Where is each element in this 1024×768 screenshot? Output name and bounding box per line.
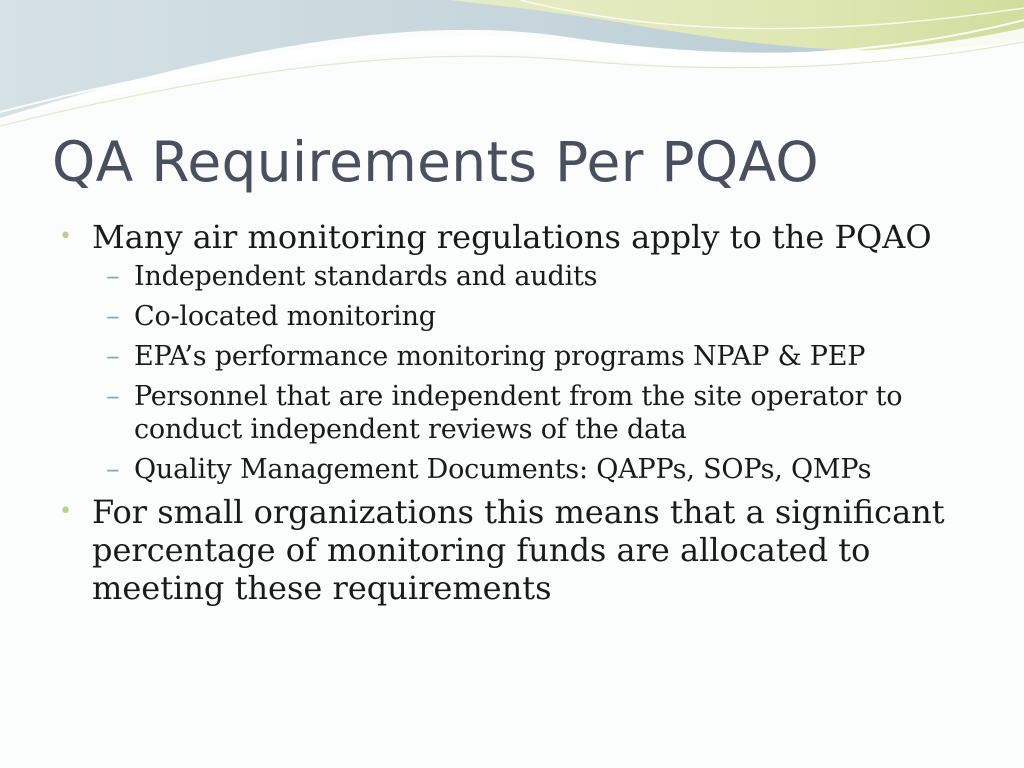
sub-bullet-item — [92, 260, 976, 293]
sub-bullet-item — [92, 340, 976, 373]
sub-bullet-text: Independent standards and audits — [134, 261, 598, 292]
bullet-dot-icon: • — [59, 499, 72, 524]
sub-bullet-item — [92, 453, 976, 486]
bullet-item — [56, 218, 976, 486]
bullet-item — [56, 493, 976, 607]
sub-bullet-list — [92, 260, 976, 486]
sub-bullet-text: Co-located monitoring — [134, 301, 436, 332]
sub-bullet-text: Quality Management Documents: QAPPs, SOPs, QMPs — [134, 454, 872, 485]
dash-icon: – — [106, 341, 120, 372]
dash-icon: – — [106, 301, 120, 332]
sub-bullet-item — [92, 300, 976, 333]
bullet-text: For small organizations this means that a significant percentage of monitoring funds are allocated to meeting these requirements — [92, 493, 945, 607]
dash-icon: – — [106, 381, 120, 412]
bullet-text: Many air monitoring regulations apply to the PQAO — [92, 218, 932, 256]
decorative-wave-banner — [0, 0, 1024, 130]
sub-bullet-item — [92, 380, 976, 446]
sub-bullet-text: Personnel that are independent from the site operator to conduct independent reviews of the data — [134, 381, 903, 445]
sub-bullet-text: EPA’s performance monitoring programs NPAP & PEP — [134, 341, 866, 372]
page-title: QA Requirements Per PQAO — [52, 130, 819, 194]
bullet-dot-icon: • — [59, 224, 72, 249]
dash-icon: – — [106, 454, 120, 485]
slide-body — [56, 218, 976, 607]
dash-icon: – — [106, 261, 120, 292]
